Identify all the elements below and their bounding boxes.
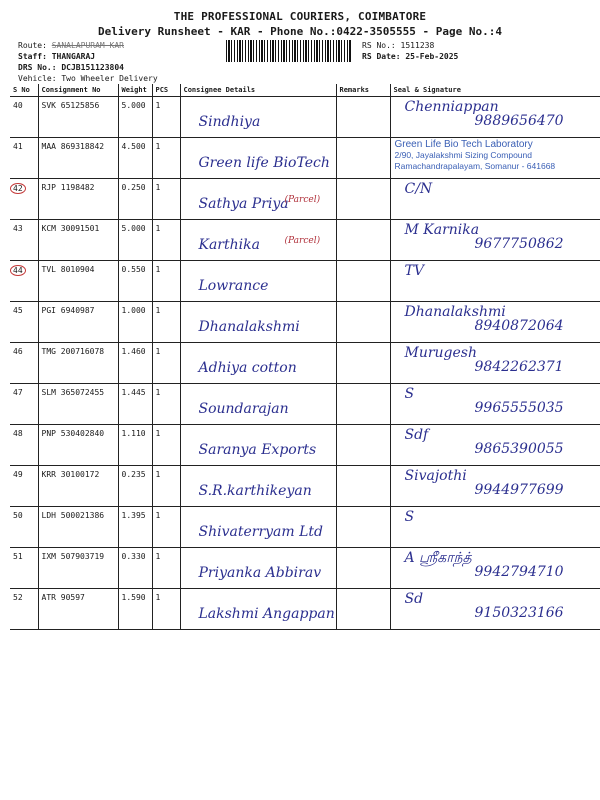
consignee-name: Lowrance (198, 278, 269, 294)
consignee-cell (180, 302, 336, 343)
pcs-value: 1 (155, 142, 161, 151)
consignee-name: S.R.karthikeyan (198, 483, 312, 499)
pcs-value-cell (152, 220, 180, 261)
consignment-no: KRR 30100172 (41, 470, 100, 479)
receiver-phone: 9677750862 (474, 236, 564, 252)
col-sno: S No (10, 84, 38, 97)
sno-cell (10, 507, 38, 548)
weight-value: 0.330 (121, 552, 146, 561)
pcs-value-cell (152, 589, 180, 630)
weight-value: 5.000 (121, 224, 146, 233)
sno-cell (10, 302, 38, 343)
staff-label: Staff: (18, 52, 47, 61)
consignee-cell (180, 384, 336, 425)
sno-cell (10, 384, 38, 425)
signature-cell (390, 97, 600, 138)
sno-cell (10, 220, 38, 261)
drs-label: DRS No.: (18, 63, 57, 72)
pcs-value-cell (152, 97, 180, 138)
rs-no-value: 1511238 (400, 41, 435, 50)
consignment-no-cell (38, 507, 118, 548)
sno-value: 52 (13, 593, 23, 602)
weight-value-cell (118, 589, 152, 630)
table-row (10, 466, 600, 507)
pcs-value-cell (152, 302, 180, 343)
consignee-name: Priyanka Abbirav (198, 565, 322, 581)
rs-date-line (362, 51, 458, 62)
sno-cell (10, 548, 38, 589)
weight-value-cell (118, 97, 152, 138)
weight-value: 4.500 (121, 142, 146, 151)
consignment-no: LDH 500021386 (41, 511, 105, 520)
remarks-cell (336, 97, 390, 138)
weight-value: 1.000 (121, 306, 146, 315)
sno-cell (10, 97, 38, 138)
drs-line (18, 62, 124, 73)
route-line (18, 40, 124, 51)
parcel-note: (Parcel) (284, 195, 321, 205)
receiver-phone: 9150323166 (474, 605, 564, 621)
consignment-no: SVK 65125856 (41, 101, 100, 110)
pcs-value-cell (152, 179, 180, 220)
signature-cell (390, 589, 600, 630)
signature-cell (390, 179, 600, 220)
consignment-no-cell (38, 343, 118, 384)
consignee-cell (180, 138, 336, 179)
stamp-line: 2/90, Jayalakshmi Sizing Compound (394, 150, 532, 160)
consignee-cell (180, 425, 336, 466)
consignment-no: KCM 30091501 (41, 224, 100, 233)
pcs-value-cell (152, 138, 180, 179)
remarks-cell (336, 384, 390, 425)
table-row (10, 548, 600, 589)
receiver-signature: Murugesh (404, 345, 478, 361)
table-row (10, 220, 600, 261)
consignment-no-cell (38, 425, 118, 466)
consignee-name: Lakshmi Angappan (198, 606, 335, 622)
receiver-phone: 9942794710 (474, 564, 564, 580)
receiver-signature: A ஸ்ரீகாந்த் (404, 550, 472, 566)
pcs-value-cell (152, 343, 180, 384)
sno-cell (10, 179, 38, 220)
table-row (10, 589, 600, 630)
pcs-value: 1 (155, 593, 161, 602)
signature-cell (390, 343, 600, 384)
table-body (10, 97, 600, 630)
signature-cell (390, 261, 600, 302)
receiver-phone: 9965555035 (474, 400, 564, 416)
col-seal-signature: Seal & Signature (390, 84, 600, 97)
company-stamp (395, 139, 556, 172)
pcs-value: 1 (155, 224, 161, 233)
consignment-no: TVL 8010904 (41, 265, 95, 274)
company-title: THE PROFESSIONAL COURIERS, COIMBATORE (173, 10, 427, 23)
table-header-row (10, 84, 600, 97)
stamp-line: Green Life Bio Tech Laboratory (394, 139, 533, 150)
receiver-phone: 9865390055 (474, 441, 564, 457)
consignment-no-cell (38, 466, 118, 507)
weight-value-cell (118, 384, 152, 425)
weight-value-cell (118, 507, 152, 548)
pcs-value: 1 (155, 470, 161, 479)
consignee-cell (180, 220, 336, 261)
remarks-cell (336, 179, 390, 220)
rs-no-line (362, 40, 434, 51)
weight-value-cell (118, 220, 152, 261)
sno-value: 49 (13, 470, 23, 479)
consignee-cell (180, 179, 336, 220)
receiver-signature: Sivajothi (404, 468, 467, 484)
table-row (10, 302, 600, 343)
receiver-signature: S (404, 386, 415, 402)
consignee-name: Adhiya cotton (198, 360, 297, 376)
receiver-phone: 9889656470 (474, 113, 564, 129)
pcs-value: 1 (155, 511, 161, 520)
pcs-value-cell (152, 507, 180, 548)
weight-value-cell (118, 302, 152, 343)
parcel-note: (Parcel) (284, 236, 321, 246)
consignment-no-cell (38, 97, 118, 138)
rs-date-value: 25-Feb-2025 (405, 52, 459, 61)
consignee-name: Karthika (198, 237, 260, 253)
consignment-no-cell (38, 548, 118, 589)
sno-value: 47 (13, 388, 23, 397)
stamp-line: Ramachandrapalayam, Somanur - 641668 (394, 161, 556, 171)
weight-value: 0.250 (121, 183, 146, 192)
receiver-signature: M Karnika (404, 222, 480, 238)
signature-cell (390, 507, 600, 548)
signature-cell (390, 384, 600, 425)
weight-value-cell (118, 179, 152, 220)
receiver-signature: Dhanalakshmi (404, 304, 506, 320)
sno-value: 45 (13, 306, 23, 315)
remarks-cell (336, 466, 390, 507)
consignee-cell (180, 343, 336, 384)
consignment-no-cell (38, 302, 118, 343)
consignee-cell (180, 97, 336, 138)
rs-no-label: RS No.: (362, 41, 396, 50)
runsheet-title: Delivery Runsheet - KAR - Phone No.:0422-3505555 - Page No.:4 (98, 25, 502, 38)
consignee-cell (180, 548, 336, 589)
pcs-value: 1 (155, 183, 161, 192)
consignment-no: TMG 200716078 (41, 347, 105, 356)
consignee-cell (180, 261, 336, 302)
pcs-value: 1 (155, 429, 161, 438)
consignment-no: PNP 530402840 (41, 429, 105, 438)
remarks-cell (336, 548, 390, 589)
table-row (10, 343, 600, 384)
sno-value: 40 (13, 101, 23, 110)
pcs-value-cell (152, 548, 180, 589)
consignment-no-cell (38, 261, 118, 302)
signature-cell (390, 548, 600, 589)
weight-value-cell (118, 425, 152, 466)
consignment-no: ATR 90597 (41, 593, 85, 602)
col-consignment: Consignment No (38, 84, 118, 97)
consignment-no-cell (38, 220, 118, 261)
receiver-signature: S (404, 509, 415, 525)
weight-value-cell (118, 138, 152, 179)
receiver-signature: Sd (404, 591, 424, 607)
weight-value: 1.445 (121, 388, 146, 397)
receiver-signature: Sdf (404, 427, 429, 443)
consignee-name: Sathya Priya (198, 196, 289, 212)
sno-value: 43 (13, 224, 23, 233)
signature-cell (390, 425, 600, 466)
remarks-cell (336, 589, 390, 630)
weight-value: 0.550 (121, 265, 146, 274)
consignee-cell (180, 466, 336, 507)
sno-value: 44 (10, 265, 26, 276)
weight-value: 1.110 (121, 429, 146, 438)
remarks-cell (336, 507, 390, 548)
weight-value: 5.000 (121, 101, 146, 110)
consignee-cell (180, 507, 336, 548)
receiver-phone: 9944977699 (474, 482, 564, 498)
table-row (10, 138, 600, 179)
remarks-cell (336, 302, 390, 343)
consignment-no-cell (38, 589, 118, 630)
pcs-value: 1 (155, 388, 161, 397)
consignee-name: Green life BioTech (198, 155, 330, 171)
consignment-no: RJP 1198482 (41, 183, 95, 192)
vehicle-label: Vehicle: (18, 74, 57, 83)
sno-cell (10, 138, 38, 179)
sno-cell (10, 466, 38, 507)
receiver-phone: 9842262371 (474, 359, 564, 375)
remarks-cell (336, 425, 390, 466)
remarks-cell (336, 220, 390, 261)
sno-value: 41 (13, 142, 23, 151)
sno-cell (10, 261, 38, 302)
sno-value: 46 (13, 347, 23, 356)
consignment-no-cell (38, 138, 118, 179)
drs-value: DCJB151123804 (61, 63, 124, 72)
route-label: Route: (18, 41, 47, 50)
pcs-value-cell (152, 466, 180, 507)
consignee-cell (180, 589, 336, 630)
receiver-signature: Chenniappan (404, 99, 499, 115)
pcs-value: 1 (155, 306, 161, 315)
pcs-value-cell (152, 425, 180, 466)
signature-cell (390, 138, 600, 179)
col-remarks: Remarks (336, 84, 390, 97)
pcs-value: 1 (155, 552, 161, 561)
pcs-value-cell (152, 384, 180, 425)
pcs-value: 1 (155, 101, 161, 110)
weight-value-cell (118, 261, 152, 302)
table-row (10, 384, 600, 425)
receiver-signature: TV (404, 263, 424, 279)
consignee-name: Dhanalakshmi (198, 319, 300, 335)
weight-value: 1.460 (121, 347, 146, 356)
sno-value: 48 (13, 429, 23, 438)
pcs-value: 1 (155, 347, 161, 356)
weight-value: 0.235 (121, 470, 146, 479)
consignment-no-cell (38, 384, 118, 425)
receiver-signature: C/N (404, 181, 433, 197)
table-row (10, 261, 600, 302)
table-row (10, 179, 600, 220)
weight-value-cell (118, 466, 152, 507)
receiver-phone: 8940872064 (474, 318, 564, 334)
sno-cell (10, 425, 38, 466)
staff-value: THANGARAJ (51, 52, 96, 61)
staff-line (18, 51, 95, 62)
consignee-name: Saranya Exports (198, 442, 317, 458)
rs-date-label: RS Date: (362, 52, 401, 61)
sno-value: 51 (13, 552, 23, 561)
remarks-cell (336, 343, 390, 384)
sno-value: 50 (13, 511, 23, 520)
consignment-no-cell (38, 179, 118, 220)
signature-cell (390, 302, 600, 343)
table-row (10, 425, 600, 466)
weight-value-cell (118, 343, 152, 384)
remarks-cell (336, 138, 390, 179)
col-weight: Weight (118, 84, 152, 97)
weight-value: 1.395 (121, 511, 146, 520)
consignment-no: SLM 365072455 (41, 388, 105, 397)
consignee-name: Sindhiya (198, 114, 261, 130)
consignment-no: MAA 869318842 (41, 142, 105, 151)
remarks-cell (336, 261, 390, 302)
signature-cell (390, 220, 600, 261)
col-pcs: PCS (152, 84, 180, 97)
route-value: SANALAPURAM KAR (51, 41, 124, 50)
signature-cell (390, 466, 600, 507)
sno-cell (10, 589, 38, 630)
pcs-value: 1 (155, 265, 161, 274)
consignee-name: Soundarajan (198, 401, 289, 417)
vehicle-line (18, 73, 158, 84)
consignee-name: Shivaterryam Ltd (198, 524, 324, 540)
pcs-value-cell (152, 261, 180, 302)
col-consignee: Consignee Details (180, 84, 336, 97)
sno-cell (10, 343, 38, 384)
weight-value: 1.590 (121, 593, 146, 602)
sno-value: 42 (10, 183, 26, 194)
weight-value-cell (118, 548, 152, 589)
runsheet-table (10, 84, 600, 630)
consignment-no: PGI 6940987 (41, 306, 95, 315)
table-row (10, 97, 600, 138)
table-row (10, 507, 600, 548)
vehicle-value: Two Wheeler Delivery (61, 74, 158, 83)
barcode (226, 40, 352, 62)
consignment-no: IXM 507903719 (41, 552, 105, 561)
